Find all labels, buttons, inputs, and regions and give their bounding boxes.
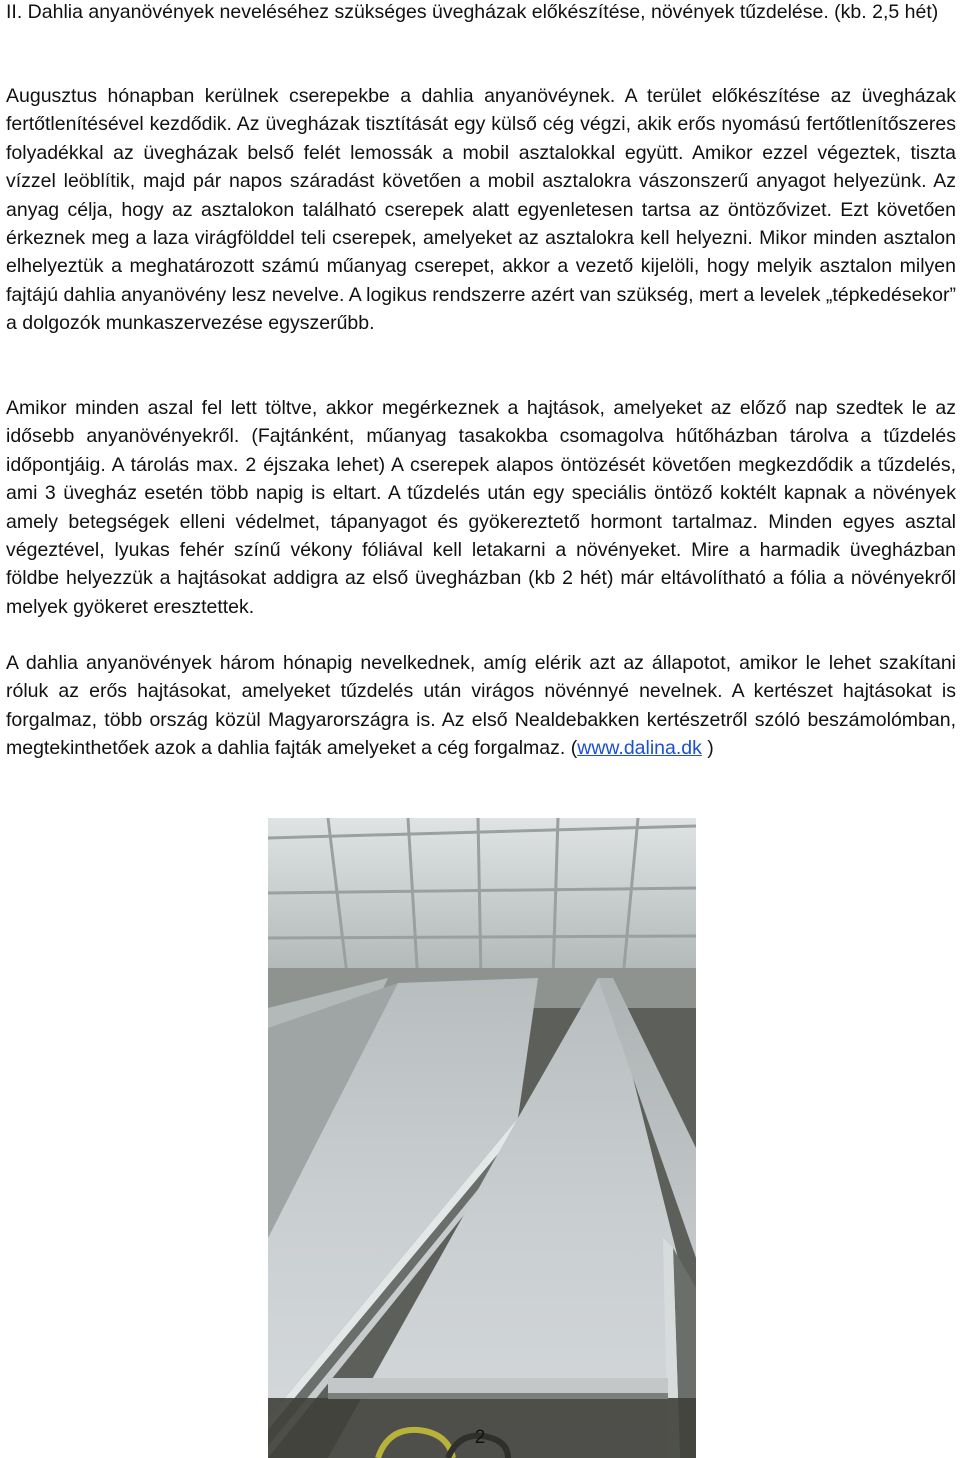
paragraph-3-closing: ) (701, 737, 714, 760)
website-link[interactable]: www.dalina.dk (577, 737, 702, 760)
section-heading: II. Dahlia anyanövények neveléséhez szükséges üvegházak előkészítése, növények tűzdelése. (kb. 2,5 hét) (6, 1, 939, 23)
greenhouse-tables-image (268, 818, 696, 1458)
paragraph-3-text: A dahlia anyanövények három hónapig nevelkednek, amíg elérik azt az állapotot, amikor le lehet szakítani róluk az erős hajtásokat, amelyeket tűzdelés után virágos növénnyé nevelnek. A kertészet hajtásokat is forgalmaz, több ország közül Magyarországra is. Az első Nealdebakken kertészetről szóló beszámolómban, megtekinthetőek azok a dahlia fajták amelyeket a cég forgalmaz. ( (6, 652, 956, 760)
page-number: 2 (474, 1427, 486, 1448)
paragraph-1: Augusztus hónapban kerülnek cserepekbe a dahlia anyanövéynek. A terület előkészítése az üvegházak fertőtlenítésével kezdődik. Az üvegházak tisztítását egy külső cég végzi, akik erős nyomású fertőtlenítőszeres folyadékkal az üvegházak belső felét lemossák a mobil asztalokkal együtt. Amikor ezzel végeztek, tiszta vízzel leöblítik, majd pár napos száradást követően a mobil asztalokra vászonszerű anyagot helyezünk. Az anyag célja, hogy az asztalokon található cserepek alatt egyenletesen tartsa az öntözővizet. Ezt követően érkeznek meg a laza virágfölddel teli cserepek, amelyeket az asztalokra kell helyezni. Mikor minden asztalon elhelyeztük a meghatározott számú műanyag cserepet, akkor a vezető kijelöli, hogy melyik asztalon milyen fajtájú dahlia anyanövény lesz nevelve. A logikus rendszerre azért van szükség, mert a levelek „tépkedésekor” a dolgozók munkaszervezése egyszerűbb. (6, 85, 956, 335)
greenhouse-photo (268, 818, 696, 1458)
paragraph-2: Amikor minden aszal fel lett töltve, akkor megérkeznek a hajtások, amelyeket az előző nap szedtek le az idősebb anyanövényekről. (Fajtánként, műanyag tasakokba csomagolva hűtőházban tárolva a tűzdelés időpontjáig. A tárolás max. 2 éjszaka lehet) A cserepek alapos öntözését követően megkezdődik a tűzdelés, ami 3 üvegház esetén több napig is eltart. A tűzdelés után egy speciális öntöző koktélt kapnak a növények amely betegségek elleni védelmet, tápanyagot és gyökereztető hormont tartalmaz. Minden egyes asztal végeztével, lyukas fehér színű vékony fóliával kell letakarni a növényeket. Mire a harmadik üvegházban földbe helyezzük a hajtásokat addigra az első üvegházban (kb 2 hét) már eltávolítható a fólia a növényekről melyek gyökeret eresztettek. (6, 397, 956, 618)
paragraph-3 (6, 649, 956, 763)
